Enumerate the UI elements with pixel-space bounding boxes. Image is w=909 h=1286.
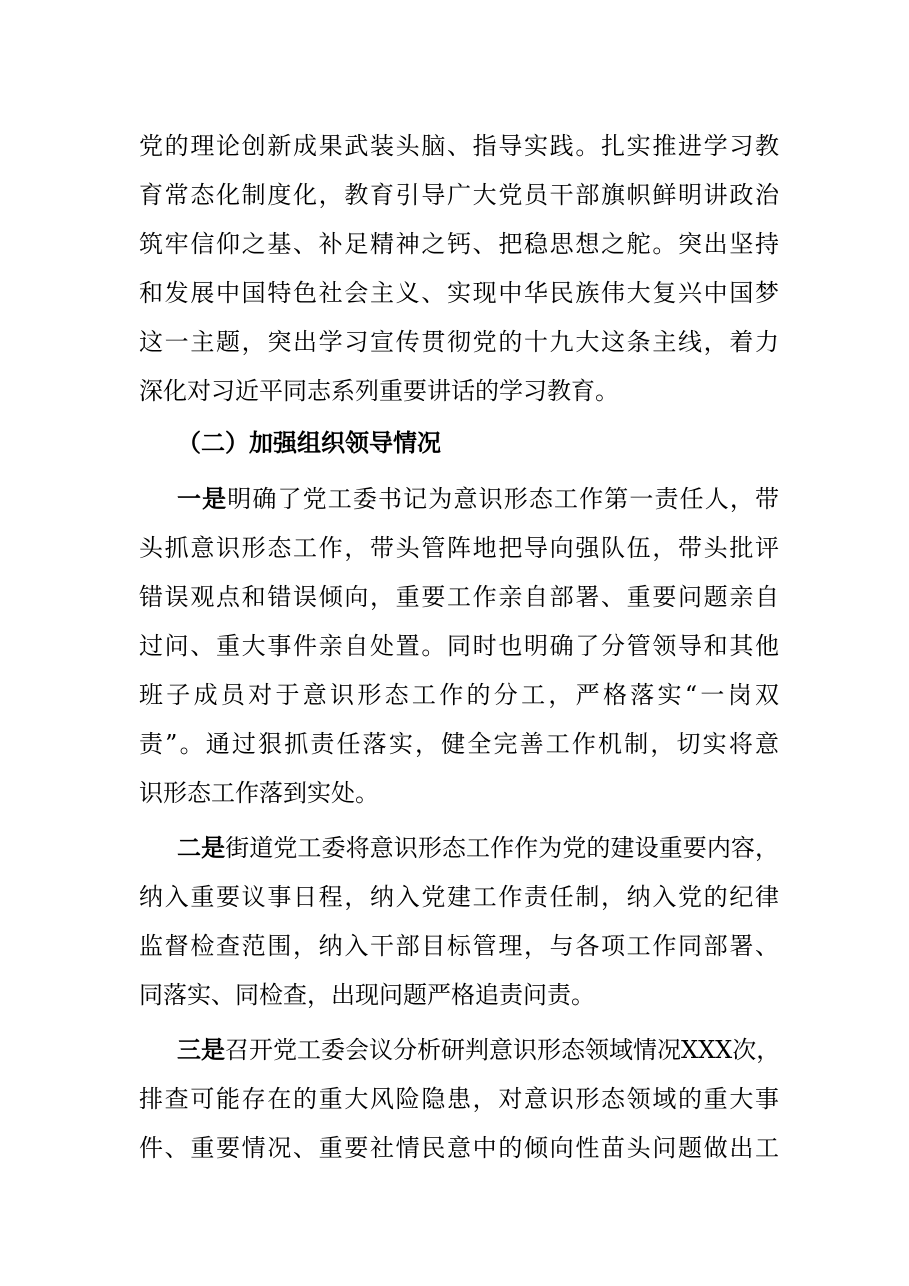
text-line: 责”。通过狠抓责任落实，健全完善工作机制，切实将意	[139, 730, 779, 758]
text-line: 纳入重要议事日程，纳入党建工作责任制，纳入党的纪律	[139, 883, 779, 911]
item-label: 三是	[177, 1036, 225, 1064]
text-line: 件、重要情况、重要社情民意中的倾向性苗头问题做出工	[139, 1134, 779, 1162]
text-line-first	[177, 477, 779, 521]
item-text: 召开党工委会议分析研判意识形态领域情况XXX次，	[225, 1036, 781, 1064]
text-line-first	[177, 1028, 779, 1072]
text-line: 识形态工作落到实处。	[139, 779, 379, 807]
text-line: 过问、重大事件亲自处置。同时也明确了分管领导和其他	[139, 632, 779, 660]
text-line: 这一主题，突出学习宣传贯彻党的十九大这条主线，着力	[139, 328, 779, 356]
section-heading: （二）加强组织领导情况	[177, 429, 441, 457]
text-line: 筑牢信仰之基、补足精神之钙、把稳思想之舵。突出坚持	[139, 230, 779, 258]
text-line: 党的理论创新成果武装头脑、指导实践。扎实推进学习教	[139, 132, 779, 160]
item-text: 明确了党工委书记为意识形态工作第一责任人，带	[227, 485, 780, 513]
text-line: 监督检查范围，纳入干部目标管理，与各项工作同部署、	[139, 932, 779, 960]
text-line: 深化对习近平同志系列重要讲话的学习教育。	[139, 377, 619, 405]
text-line-first	[177, 826, 779, 870]
text-line: 错误观点和错误倾向，重要工作亲自部署、重要问题亲自	[139, 583, 779, 611]
text-line: 同落实、同检查，出现问题严格追责问责。	[139, 981, 595, 1009]
text-line: 育常态化制度化，教育引导广大党员干部旗帜鲜明讲政治	[139, 181, 779, 209]
text-line: 和发展中国特色社会主义、实现中华民族伟大复兴中国梦	[139, 279, 779, 307]
text-line: 排查可能存在的重大风险隐患，对意识形态领域的重大事	[139, 1085, 779, 1113]
item-label: 一是	[177, 485, 228, 513]
text-line: 班子成员对于意识形态工作的分工，严格落实“一岗双	[139, 681, 779, 709]
item-text: 街道党工委将意识形态工作作为党的建设重要内容，	[225, 834, 780, 862]
text-line: 头抓意识形态工作，带头管阵地把导向强队伍，带头批评	[139, 534, 779, 562]
item-label: 二是	[177, 834, 226, 862]
